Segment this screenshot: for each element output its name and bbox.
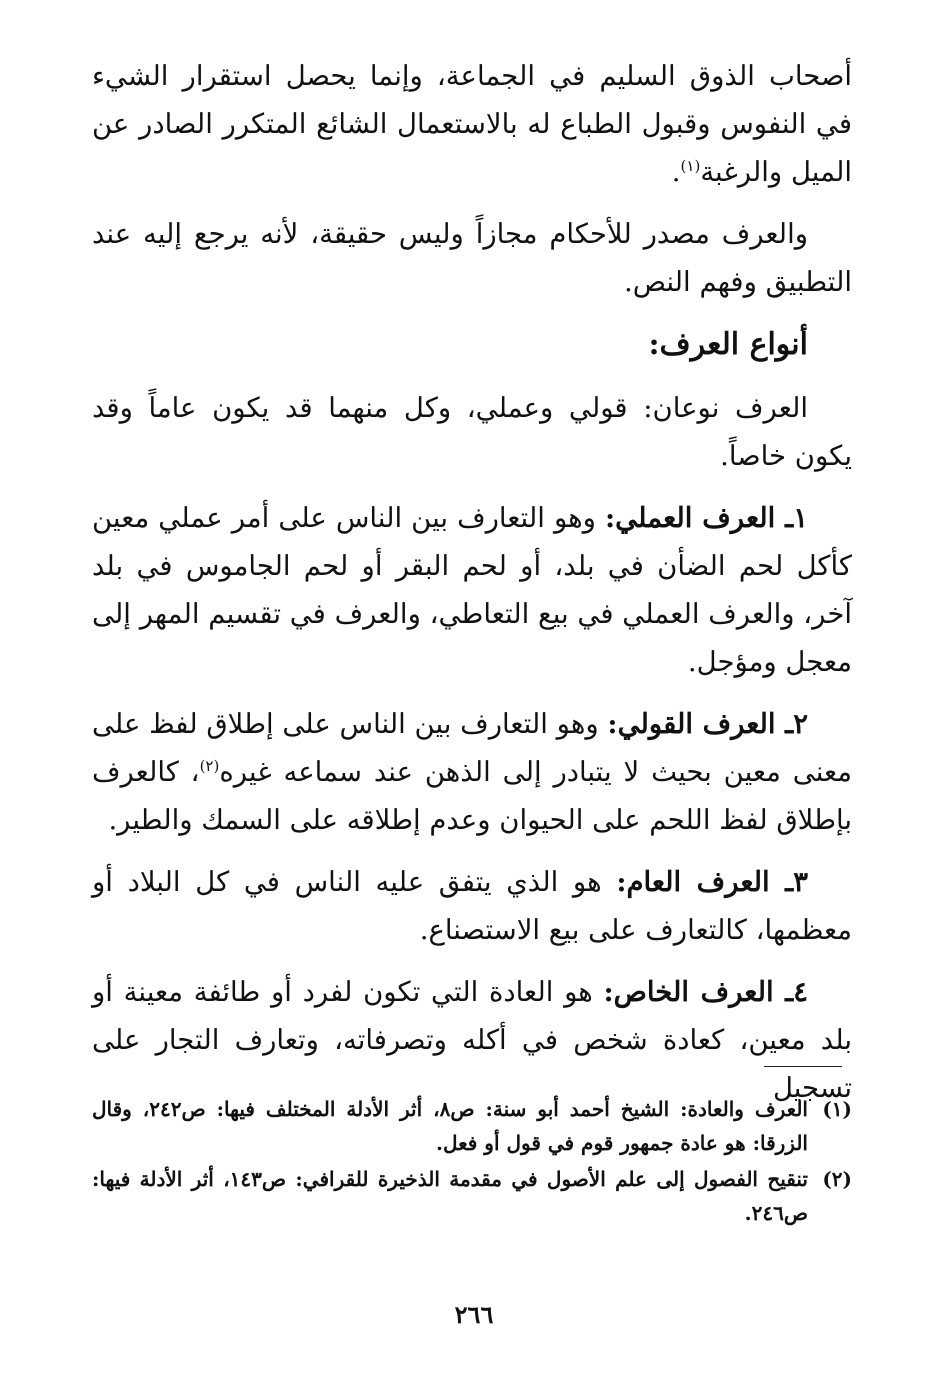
item-text: هو العادة التي تكون لفرد أو طائفة معينة أو بلد معين، كعادة شخص في أكله وتصرفاته، وتعارف التجار على تسجيل [92,976,852,1104]
intro-end: . [671,156,681,188]
item-heading: ٤ـ العرف الخاص: [603,976,808,1008]
footnote-text: العرف والعادة: الشيخ أحمد أبو سنة: ص٨، أثر الأدلة المختلف فيها: ص٢٤٢، وقال الزرقا: هو عادة جمهور قوم في قول أو فعل. [92,1097,808,1155]
item-heading: ٢ـ العرف القولي: [607,708,808,740]
list-item-general-custom [92,858,852,954]
item-text: هو الذي يتفق عليه الناس في كل البلاد أو معظمها، كالتعارف على بيع الاستصناع. [92,866,852,946]
item-heading: ١ـ العرف العملي: [605,502,808,534]
item-text: وهو التعارف بين الناس على أمر عملي معين كأكل لحم الضأن في بلد، أو لحم البقر أو لحم الجاموس في بلد آخر، والعرف العملي في بيع التعاطي، والعرف في تقسيم المهر إلى معجل ومؤجل. [92,502,852,678]
footnote-2 [92,1162,852,1230]
footnote-text: تنقيح الفصول إلى علم الأصول في مقدمة الذخيرة للقرافي: ص١٤٣، أثر الأدلة فيها: ص٢٤٦. [92,1167,808,1225]
footnote-number: (١) [822,1097,852,1121]
main-text [92,52,852,1126]
section-heading: أنواع العرف: [648,327,808,362]
footnote-ref-1[interactable]: (١) [680,156,701,175]
intro-paragraph [92,52,852,196]
list-item-practical-custom [92,494,852,686]
footnote-ref-2[interactable]: (٢) [199,756,220,775]
item-text: وهو التعارف بين الناس على إطلاق لفظ على معنى معين بحيث لا يتبادر إلى الذهن عند سماعه غيره [92,708,852,788]
list-item-verbal-custom [92,700,852,844]
item-heading: ٣ـ العرف العام: [616,866,809,898]
footnote-1 [92,1092,852,1160]
footnote-separator [764,1066,842,1067]
footnotes [92,1092,852,1232]
page-number: ٢٦٦ [454,1300,494,1329]
footnote-number: (٢) [822,1167,852,1191]
intro-text: أصحاب الذوق السليم في الجماعة، وإنما يحصل استقرار الشيء في النفوس وقبول الطباع له بالاستعمال الشائع المتكرر الصادر عن الميل والرغبة [92,60,852,188]
source-paragraph: والعرف مصدر للأحكام مجازاً وليس حقيقة، لأنه يرجع إليه عند التطبيق وفهم النص. [92,218,852,298]
item-text-continued: ، كالعرف بإطلاق لفظ اللحم على الحيوان وعدم إطلاقه على السمك والطير. [92,756,852,836]
list-item-specific-custom [92,968,852,1112]
types-intro-paragraph: العرف نوعان: قولي وعملي، وكل منهما قد يكون عاماً وقد يكون خاصاً. [92,392,852,472]
